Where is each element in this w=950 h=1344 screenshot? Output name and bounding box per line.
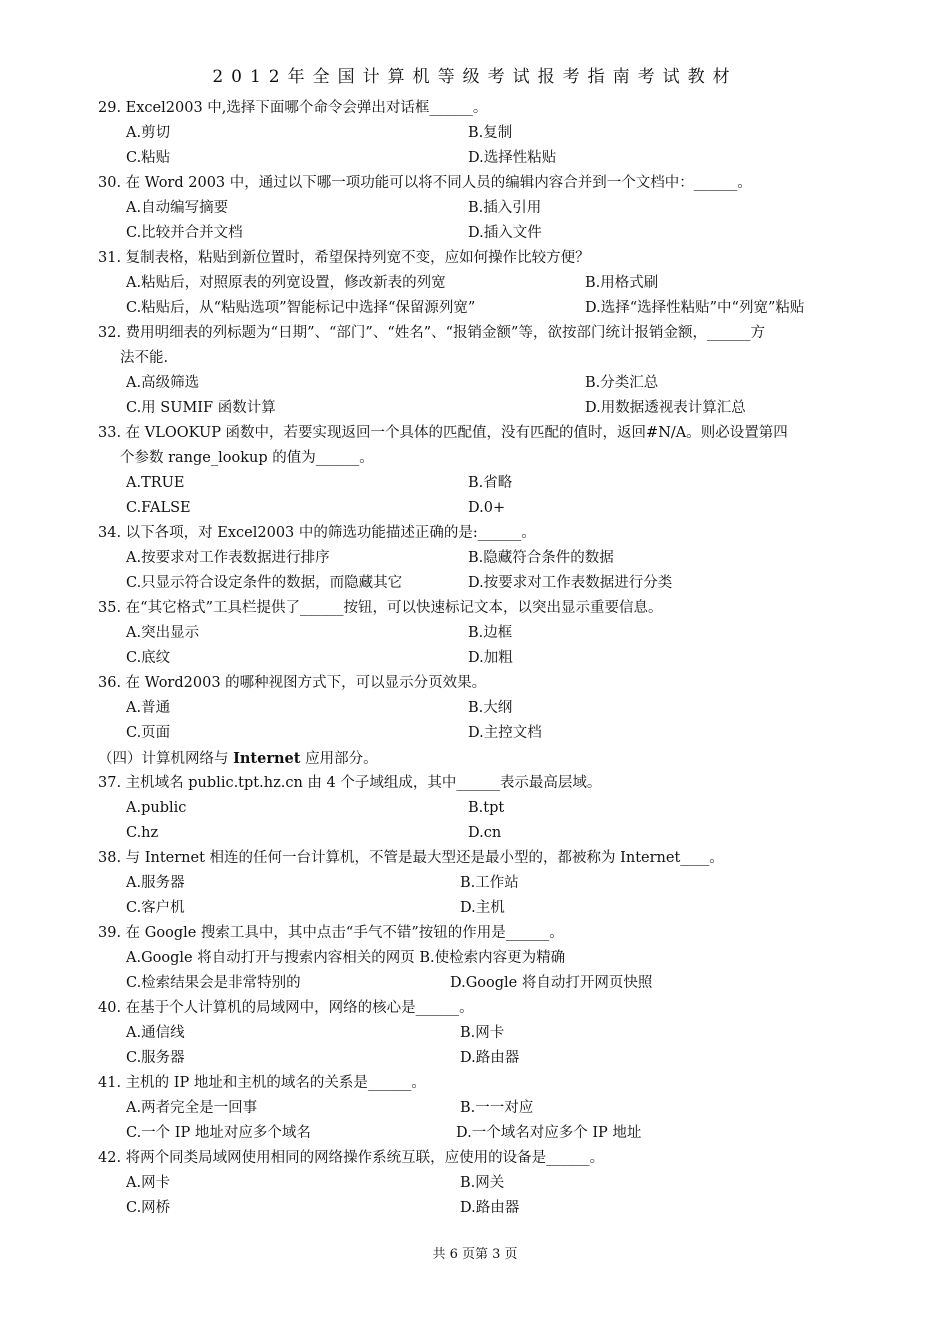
- question-stem-continuation: 个参数 range_lookup 的值为______。: [120, 450, 374, 466]
- question-stem: 29. Excel2003 中,选择下面哪个命令会弹出对话框______。: [98, 100, 488, 116]
- answer-option: D.cn: [468, 825, 502, 841]
- question-stem: 30. 在 Word 2003 中，通过以下哪一项功能可以将不同人员的编辑内容合并到一个文档中：______。: [98, 175, 752, 191]
- answer-option: A.两者完全是一回事: [126, 1100, 258, 1116]
- answer-option: A.public: [126, 800, 187, 816]
- question-stem-continuation: 法不能.: [120, 350, 169, 366]
- option-row: [98, 796, 898, 821]
- answer-option: D.选择性粘贴: [468, 150, 557, 166]
- section-heading: [98, 746, 898, 771]
- option-row: [98, 371, 898, 396]
- section-prefix: （四）计算机网络与: [98, 751, 234, 767]
- answer-option: B.隐藏符合条件的数据: [468, 550, 614, 566]
- answer-option: B.网卡: [460, 1025, 505, 1041]
- option-row: [98, 721, 898, 746]
- answer-option: C.粘贴: [126, 150, 171, 166]
- answer-option: D.路由器: [460, 1200, 520, 1216]
- option-row: [98, 696, 898, 721]
- answer-option: C.网桥: [126, 1200, 171, 1216]
- option-row: [98, 646, 898, 671]
- question-block: [98, 1146, 898, 1221]
- question-stem: 34. 以下各项，对 Excel2003 中的筛选功能描述正确的是:______。: [98, 525, 536, 541]
- option-row: [98, 1121, 898, 1146]
- answer-option: D.加粗: [468, 650, 513, 666]
- answer-option: A.自动编写摘要: [126, 200, 229, 216]
- question-block: [98, 846, 898, 921]
- question-block: [98, 1071, 898, 1146]
- answer-option: D.选择“选择性粘贴”中“列宽”粘贴: [585, 300, 805, 316]
- question-stem: 31. 复制表格，粘贴到新位置时，希望保持列宽不变，应如何操作比较方便？: [98, 250, 590, 266]
- answer-option: A.网卡: [126, 1175, 171, 1191]
- question-block: [98, 96, 898, 171]
- option-row: [98, 1171, 898, 1196]
- answer-option: A.TRUE: [126, 475, 185, 491]
- option-row: [98, 871, 898, 896]
- option-row: [98, 1021, 898, 1046]
- answer-option: D.0+: [468, 500, 506, 516]
- answer-option: B.边框: [468, 625, 513, 641]
- option-row: [98, 1096, 898, 1121]
- option-row: [98, 221, 898, 246]
- option-row: [98, 821, 898, 846]
- page-footer: 共 6 页第 3 页: [432, 1247, 518, 1262]
- option-row: [98, 571, 898, 596]
- answer-option: B.工作站: [460, 875, 519, 891]
- question-block: [98, 421, 898, 521]
- answer-option: C.一个 IP 地址对应多个域名: [126, 1125, 311, 1141]
- question-stem: 36. 在 Word2003 的哪种视图方式下，可以显示分页效果。: [98, 675, 487, 691]
- option-row: [98, 896, 898, 921]
- answer-option: C.hz: [126, 825, 159, 841]
- page-header: 2012年全国计算机等级考试报考指南考试教材: [212, 67, 738, 87]
- question-block: [98, 171, 898, 246]
- question-block: [98, 246, 898, 321]
- answer-option: D.路由器: [460, 1050, 520, 1066]
- answer-option: A.Google 将自动打开与搜索内容相关的网页 B.使检索内容更为精确: [126, 950, 566, 966]
- question-stem: 37. 主机域名 public.tpt.hz.cn 由 4 个子域组成，其中______表示最高层域。: [98, 775, 602, 791]
- answer-option: A.通信线: [126, 1025, 185, 1041]
- question-block: [98, 921, 898, 996]
- question-block: [98, 671, 898, 746]
- option-row: [98, 471, 898, 496]
- answer-option: B.分类汇总: [585, 375, 659, 391]
- section-bold: Internet: [233, 750, 301, 767]
- answer-option: A.粘贴后，对照原表的列宽设置，修改新表的列宽: [126, 275, 446, 291]
- section-suffix: 应用部分。: [300, 751, 378, 767]
- answer-option: C.检索结果会是非常特别的: [126, 975, 301, 991]
- option-row: [98, 546, 898, 571]
- answer-option: C.页面: [126, 725, 171, 741]
- answer-option: C.服务器: [126, 1050, 185, 1066]
- answer-option: D.Google 将自动打开网页快照: [450, 975, 653, 991]
- option-row: [98, 1046, 898, 1071]
- answer-option: A.高级筛选: [126, 375, 200, 391]
- option-row: [98, 121, 898, 146]
- answer-option: A.服务器: [126, 875, 185, 891]
- answer-option: A.突出显示: [126, 625, 200, 641]
- answer-option: B.tpt: [468, 800, 505, 816]
- answer-option: C.FALSE: [126, 500, 191, 516]
- answer-option: B.一一对应: [460, 1100, 534, 1116]
- answer-option: C.只显示符合设定条件的数据，而隐藏其它: [126, 575, 403, 591]
- question-stem: 32. 费用明细表的列标题为“日期”、“部门”、“姓名”、“报销金额”等，欲按部门统计报销金额，______方: [98, 325, 765, 341]
- answer-option: D.按要求对工作表数据进行分类: [468, 575, 673, 591]
- option-row: [98, 621, 898, 646]
- answer-option: C.粘贴后，从“粘贴选项”智能标记中选择“保留源列宽”: [126, 300, 476, 316]
- answer-option: C.客户机: [126, 900, 185, 916]
- question-stem: 35. 在“其它格式”工具栏提供了______按钮，可以快速标记文本，以突出显示重要信息。: [98, 600, 663, 616]
- option-row: [98, 196, 898, 221]
- option-row: [98, 296, 898, 321]
- question-stem: 33. 在 VLOOKUP 函数中，若要实现返回一个具体的匹配值，没有匹配的值时，返回#N/A。则必设置第四: [98, 425, 788, 441]
- answer-option: A.按要求对工作表数据进行排序: [126, 550, 330, 566]
- option-row: [98, 271, 898, 296]
- answer-option: D.主机: [460, 900, 505, 916]
- question-block: [98, 321, 898, 421]
- answer-option: B.用格式刷: [585, 275, 659, 291]
- question-stem: 38. 与 Internet 相连的任何一台计算机，不管是最大型还是最小型的，都被称为 Internet____。: [98, 850, 724, 866]
- answer-option: B.复制: [468, 125, 513, 141]
- answer-option: B.省略: [468, 475, 513, 491]
- option-row: [98, 146, 898, 171]
- answer-option: D.插入文件: [468, 225, 542, 241]
- answer-option: B.网关: [460, 1175, 505, 1191]
- option-row: [98, 971, 898, 996]
- option-row: [98, 396, 898, 421]
- question-list: [98, 96, 898, 1221]
- question-stem: 40. 在基于个人计算机的局域网中，网络的核心是______。: [98, 1000, 474, 1016]
- option-row: [98, 1196, 898, 1221]
- answer-option: C.底纹: [126, 650, 171, 666]
- option-row: [98, 496, 898, 521]
- answer-option: B.插入引用: [468, 200, 542, 216]
- question-stem: 42. 将两个同类局域网使用相同的网络操作系统互联，应使用的设备是______。: [98, 1150, 605, 1166]
- question-block: [98, 521, 898, 596]
- option-row: [98, 946, 898, 971]
- question-block: [98, 596, 898, 671]
- answer-option: A.普通: [126, 700, 171, 716]
- answer-option: A.剪切: [126, 125, 171, 141]
- answer-option: C.用 SUMIF 函数计算: [126, 400, 276, 416]
- answer-option: D.主控文档: [468, 725, 542, 741]
- answer-option: C.比较并合并文档: [126, 225, 243, 241]
- question-block: [98, 996, 898, 1071]
- question-stem: 41. 主机的 IP 地址和主机的域名的关系是______。: [98, 1075, 426, 1091]
- question-block: [98, 771, 898, 846]
- answer-option: D.一个域名对应多个 IP 地址: [456, 1125, 642, 1141]
- question-stem: 39. 在 Google 搜索工具中，其中点击“手气不错”按钮的作用是______。: [98, 925, 564, 941]
- answer-option: D.用数据透视表计算汇总: [585, 400, 746, 416]
- answer-option: B.大纲: [468, 700, 513, 716]
